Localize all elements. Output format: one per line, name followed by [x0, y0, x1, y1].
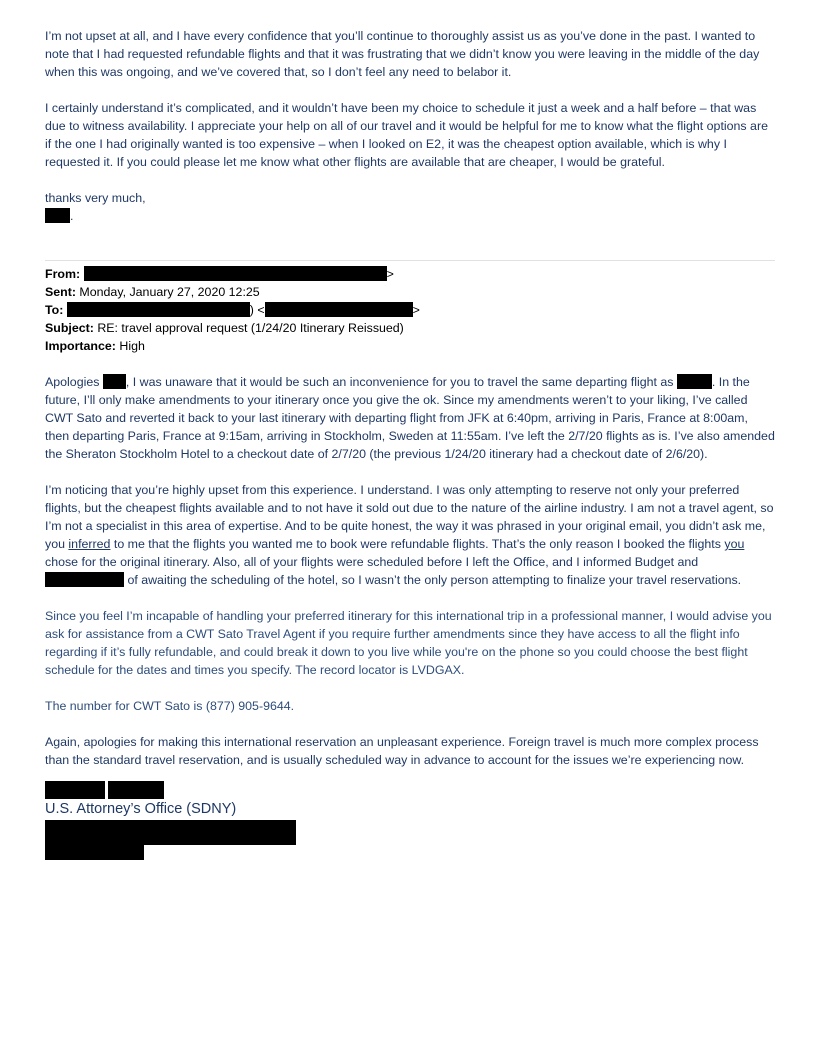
subject-label: Subject:	[45, 321, 94, 335]
p2-underline-you: you	[724, 537, 745, 551]
to-label: To:	[45, 303, 64, 317]
reply-paragraph-2: I certainly understand it’s complicated, and it wouldn’t have been my choice to schedule it just a week and a half before – that was due to witness availability. I appreciate your help on all of our travel and it would be helpful for me to know what the flight options are if the one I had originally wanted is too expensive – when I looked on E2, it was the cheapest option available, which is why I requested it. If you could please let me know what other flights are available that are cheaper, I would be grateful.	[45, 101, 768, 169]
p2-part-c: chose for the original itinerary. Also, all of your flights were scheduled before I left the Office, and I informed Budget and	[45, 555, 699, 569]
body-paragraph-2	[45, 481, 775, 589]
signoff-period: .	[70, 209, 74, 223]
email-document	[45, 27, 775, 860]
p2-part-d: of awaiting the scheduling of the hotel, so I wasn’t the only person attempting to finalize your travel reservations.	[124, 573, 742, 587]
redacted-title	[45, 820, 296, 845]
signature-block	[45, 781, 775, 860]
redacted-contact	[45, 572, 124, 587]
p1-part-b: , I was unaware that it would be such an inconvenience for you to travel the same departing flight as	[125, 375, 677, 389]
p1-part-a: Apologies	[45, 375, 103, 389]
sent-value: Monday, January 27, 2020 12:25	[75, 285, 260, 299]
body-paragraph-4: The number for CWT Sato is (877) 905-9644.	[45, 699, 295, 713]
header-to	[45, 301, 775, 319]
p2-part-b: to me that the flights you wanted me to book were refundable flights. That’s the only reason I booked the flights	[110, 537, 725, 551]
reply-paragraph-1: I’m not upset at all, and I have every confidence that you’ll continue to thoroughly assist us as you’ve done in the past. I wanted to note that I had requested refundable flights and that it was frustrating that we didn’t know you were leaving in the middle of the day when this was ongoing, and we’ve covered that, so I don’t feel any need to belabor it.	[45, 29, 760, 79]
redacted-phone	[45, 845, 144, 860]
p2-underline-inferred: inferred	[68, 537, 111, 551]
body-paragraph-1	[45, 373, 775, 463]
header-importance	[45, 337, 775, 355]
header-subject	[45, 319, 775, 337]
reply-signoff	[45, 207, 775, 225]
to-suffix: >	[412, 303, 420, 317]
from-suffix: >	[386, 267, 394, 281]
redacted-from	[84, 266, 387, 281]
to-mid: ) <	[249, 303, 265, 317]
redacted-last-name	[108, 781, 164, 799]
redacted-colleague	[677, 374, 712, 389]
from-label: From:	[45, 267, 81, 281]
sent-label: Sent:	[45, 285, 76, 299]
subject-value: RE: travel approval request (1/24/20 Itinerary Reissued)	[93, 321, 404, 335]
signature-name	[45, 781, 775, 799]
p1-part-c: . In the future, I’ll only make amendments to your itinerary once you give the ok. Since my amendments weren’t to your liking, I’ve called CWT Sato and reverted it back to your last itinerary with departing flight from JFK at 6:40pm, arriving in Paris, France at 8:00am, then departing Paris, France at 9:15am, arriving in Stockholm, Sweden at 11:55am. I’ve left the 2/7/20 flights as is. I’ve also amended the Sheraton Stockholm Hotel to a checkout date of 2/7/20 (the previous 1/24/20 itinerary had a checkout date of 2/6/20).	[45, 375, 775, 461]
redacted-first-name	[45, 781, 105, 799]
p2-part-a: I’m noticing that you’re highly upset from this experience. I understand. I was only attempting to reserve not only your preferred flights, but the cheapest flights available and to not have it sold out due to the nature of the airline industry. I am not a travel agent, so I’m not a specialist in this area of expertise. And to be quite honest, the way it was phrased in your original email, you didn’t ask me, you	[45, 483, 774, 551]
redacted-name	[45, 208, 70, 223]
signature-office: U.S. Attorney’s Office (SDNY)	[45, 801, 237, 817]
redacted-recipient	[103, 374, 126, 389]
body-paragraph-5: Again, apologies for making this international reservation an unpleasant experience. Foreign travel is much more complex process than the standard travel reservation, and is usually scheduled way in advance to account for the issues we’re experiencing now.	[45, 735, 759, 767]
importance-label: Importance:	[45, 339, 116, 353]
body-paragraph-3: Since you feel I’m incapable of handling your preferred itinerary for this international trip in a professional manner, I would advise you ask for assistance from a CWT Sato Travel Agent if you require further amendments since they have access to all the flight info regarding if it’s fully refundable, and could break it down to you live while you're on the phone so you could choose the best flight schedule for the dates and times you specify. The record locator is LVDGAX.	[45, 609, 772, 677]
redacted-to-email	[265, 302, 413, 317]
message-header	[45, 265, 775, 355]
importance-value: High	[115, 339, 145, 353]
reply-closing: thanks very much,	[45, 191, 146, 205]
header-sent	[45, 283, 775, 301]
header-from	[45, 265, 775, 283]
redacted-to-name	[67, 302, 250, 317]
